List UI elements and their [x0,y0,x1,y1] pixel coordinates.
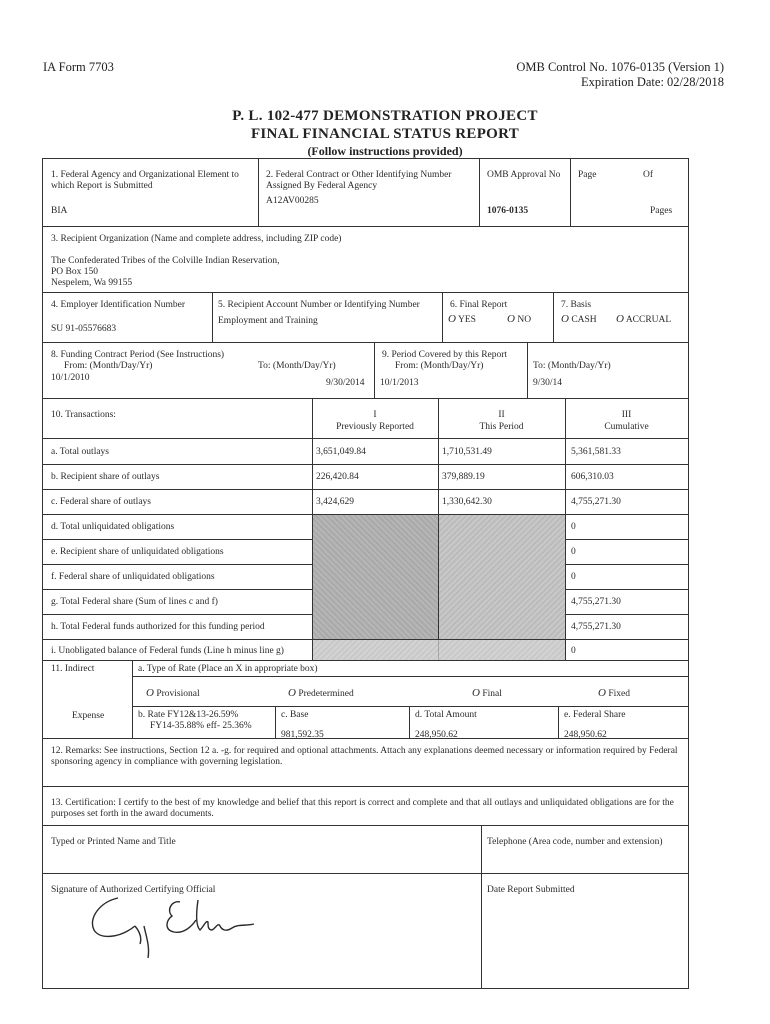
final-report-label: 6. Final Report [450,300,508,310]
row-c-period: 1,330,642.30 [442,497,492,507]
employer-id-label: 4. Employer Identification Number [51,300,186,310]
pages-label: Pages [650,206,673,216]
telephone-label: Telephone (Area code, number and extension) [487,837,663,847]
col3-number: III [621,410,632,420]
rate-provisional-option[interactable]: O Provisional [146,687,200,699]
date-submitted-label: Date Report Submitted [487,885,575,895]
final-no-option[interactable]: O NO [507,313,532,325]
row-e-cum: 0 [571,547,576,557]
signature-drawing [80,880,280,960]
radio-fixed-icon: O [598,687,606,699]
col3-header: Cumulative [604,422,649,432]
agency-value: BIA [51,206,68,216]
row-a-period: 1,710,531.49 [442,447,492,457]
row-h-label: h. Total Federal funds authorized for this funding period [51,622,265,632]
row-c-prev: 3,424,629 [316,497,354,507]
col1-header: Previously Reported [336,422,414,432]
row-c-label: c. Federal share of outlays [51,497,151,507]
recipient-label: 3. Recipient Organization (Name and complete address, including ZIP code) [51,234,342,244]
radio-accrual-icon: O [616,313,624,325]
expiration-date: Expiration Date: 02/28/2018 [580,75,724,89]
signature-label: Signature of Authorized Certifying Official [51,885,216,895]
row-b-cum: 606,310.03 [571,472,614,482]
employer-id-value: SU 91-05576683 [51,324,117,334]
period-to-label: To: (Month/Day/Yr) [533,361,611,371]
omb-approval-label: OMB Approval No [487,170,561,180]
agency-label: 1. Federal Agency and Organizational Element to which Report is Submitted [51,170,239,191]
total-amount-label: d. Total Amount [415,710,477,720]
rate-fixed-option[interactable]: O Fixed [598,687,630,699]
basis-cash-option[interactable]: O CASH [561,313,597,325]
row-d-label: d. Total unliquidated obligations [51,522,175,532]
radio-yes-icon: O [448,313,456,325]
row-i-cum: 0 [571,646,576,656]
page-label: Page [578,170,597,180]
radio-cash-icon: O [561,313,569,325]
omb-approval-value: 1076-0135 [487,206,529,216]
period-from-value: 10/1/2013 [380,378,419,388]
col2-header: This Period [479,422,524,432]
certification-text: 13. Certification: I certify to the best of my knowledge and belief that this report is correct and complete and that all outlays and unliquidated obligations are for the purposes set forth in the award documents. [51,798,674,819]
rate-label: b. Rate FY12&13-26.59% [138,710,239,720]
rate-final-option[interactable]: O Final [472,687,502,699]
federal-share-label: e. Federal Share [564,710,626,720]
basis-accrual-option[interactable]: O ACCRUAL [616,313,672,325]
radio-final-icon: O [472,687,480,699]
row-i-label: i. Unobligated balance of Federal funds (Line h minus line g) [51,646,284,656]
row-a-prev: 3,651,049.84 [316,447,366,457]
col2-number: II [498,410,505,420]
row-f-cum: 0 [571,572,576,582]
row-g-label: g. Total Federal share (Sum of lines c and f) [51,597,218,607]
funding-from-value: 10/1/2010 [51,373,90,383]
typed-name-label: Typed or Printed Name and Title [51,837,176,847]
shaded-cells-col2 [439,515,565,639]
row-h-cum: 4,755,271.30 [571,622,621,632]
base-label: c. Base [281,710,309,720]
of-label: Of [643,170,654,180]
recipient-address-1: PO Box 150 [51,267,98,277]
period-to-value: 9/30/14 [533,378,563,388]
row-f-label: f. Federal share of unliquidated obligations [51,572,215,582]
row-b-prev: 226,420.84 [316,472,359,482]
remarks-text: 12. Remarks: See instructions, Section 12 a. -g. for required and optional attachments. Attach any explanations deemed necessary or information required by Federal sponsoring agency in compliance with governing legislation. [51,746,678,767]
funding-from-label: From: (Month/Day/Yr) [64,361,153,371]
row-d-cum: 0 [571,522,576,532]
report-title-line2: FINAL FINANCIAL STATUS REPORT [250,126,520,142]
instructions-note: (Follow instructions provided) [307,144,463,158]
row-a-label: a. Total outlays [51,447,109,457]
period-covered-label: 9. Period Covered by this Report [382,350,508,360]
row-g-cum: 4,755,271.30 [571,597,621,607]
final-yes-option[interactable]: O YES [448,313,476,325]
base-value: 981,592.35 [281,730,324,740]
rate-predetermined-option[interactable]: O Predetermined [288,687,354,699]
col1-number: I [373,410,377,420]
funding-to-value: 9/30/2014 [326,378,365,388]
radio-predetermined-icon: O [288,687,296,699]
report-title-line1: P. L. 102-477 DEMONSTRATION PROJECT [232,108,538,124]
row-e-label: e. Recipient share of unliquidated obligations [51,547,224,557]
shaded-cells-row-i [313,640,565,660]
row-c-cum: 4,755,271.30 [571,497,621,507]
form-id: IA Form 7703 [43,60,114,74]
row-b-period: 379,889.19 [442,472,485,482]
omb-control-number: OMB Control No. 1076-0135 (Version 1) [516,60,724,74]
contract-number-label: 2. Federal Contract or Other Identifying Number Assigned By Federal Agency [266,170,452,191]
period-from-label: From: (Month/Day/Yr) [395,361,484,371]
indirect-label: 11. Indirect [51,664,95,674]
expense-label: Expense [72,711,105,721]
total-amount-value: 248,950.62 [415,730,458,740]
recipient-address-2: Nespelem, Wa 99155 [51,278,133,288]
recipient-name: The Confederated Tribes of the Colville Indian Reservation, [51,256,280,266]
transactions-label: 10. Transactions: [51,410,116,420]
radio-no-icon: O [507,313,515,325]
shaded-cells-col1 [313,515,438,639]
account-number-value: Employment and Training [218,316,318,326]
rate-type-label: a. Type of Rate (Place an X in appropriate box) [138,664,318,674]
row-a-cum: 5,361,581.33 [571,447,621,457]
account-number-label: 5. Recipient Account Number or Identifying Number [218,300,420,310]
basis-label: 7. Basis [561,300,592,310]
funding-period-label: 8. Funding Contract Period (See Instructions) [51,350,225,360]
funding-to-label: To: (Month/Day/Yr) [258,361,336,371]
radio-provisional-icon: O [146,687,154,699]
contract-number-value: A12AV00285 [266,196,319,206]
federal-share-value: 248,950.62 [564,730,607,740]
rate-line2: FY14-35.88% eff- 25.36% [150,721,252,731]
row-b-label: b. Recipient share of outlays [51,472,160,482]
